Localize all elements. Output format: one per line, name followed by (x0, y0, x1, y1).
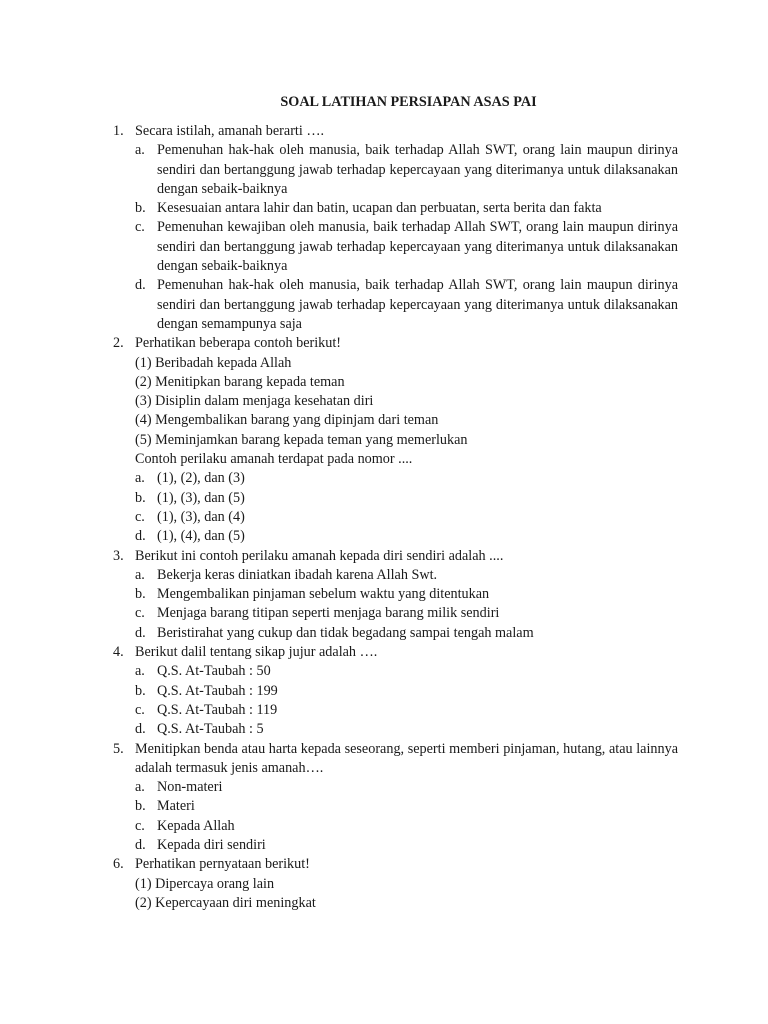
statement-item: (2) Kepercayaan diri meningkat (135, 894, 316, 911)
answer-option (135, 527, 678, 546)
option-letter: b. (135, 489, 146, 506)
question-item (113, 334, 678, 546)
answer-option (135, 276, 678, 334)
option-text: Kesesuaian antara lahir dan batin, ucapan dan perbuatan, serta berita dan fakta (157, 200, 602, 217)
option-letter: d. (135, 721, 146, 738)
option-text: Non-materi (157, 779, 223, 796)
answer-option (135, 585, 678, 604)
answer-option (135, 141, 678, 199)
option-letter: c. (135, 701, 145, 718)
option-text: (1), (4), dan (5) (157, 528, 245, 545)
question-number: 1. (113, 123, 124, 139)
question-body (135, 740, 678, 856)
option-letter: c. (135, 219, 145, 236)
question-item (113, 855, 678, 913)
question-number: 4. (113, 644, 124, 661)
answer-option (135, 508, 678, 527)
option-letter: c. (135, 508, 145, 525)
question-item (113, 547, 678, 643)
statement-item: (4) Mengembalikan barang yang dipinjam dari teman (135, 412, 439, 429)
option-letter: d. (135, 277, 146, 294)
option-letter: a. (135, 142, 145, 159)
answer-option (135, 701, 678, 720)
option-text: Bekerja keras diniatkan ibadah karena Allah Swt. (157, 566, 438, 583)
answer-option (135, 662, 678, 681)
question-body (135, 855, 678, 913)
option-text: (1), (3), dan (5) (157, 489, 245, 506)
option-text: Materi (157, 798, 195, 815)
question-body (135, 122, 678, 334)
option-letter: d. (135, 528, 146, 545)
question-list (113, 122, 678, 913)
question-body (135, 547, 678, 643)
answer-option (135, 778, 678, 797)
answer-option (135, 566, 678, 585)
option-letter: a. (135, 566, 145, 583)
option-text: Pemenuhan kewajiban oleh manusia, baik terhadap Allah SWT, orang lain maupun dirinya sendiri dan bertanggung jawab terhadap kepercayaan yang diterimanya untuk dilaksanakan dengan sebaik-baiknya (157, 219, 678, 275)
question-item (113, 740, 678, 856)
answer-option (135, 817, 678, 836)
question-number: 5. (113, 740, 124, 757)
statement-item: (1) Beribadah kepada Allah (135, 354, 292, 371)
option-text: Pemenuhan hak-hak oleh manusia, baik terhadap Allah SWT, orang lain maupun dirinya sendiri dan bertanggung jawab terhadap kepercayaan yang diterimanya untuk dilaksanakan dengan semampunya saja (157, 277, 678, 332)
option-letter: b. (135, 682, 146, 699)
answer-option (135, 604, 678, 623)
question-body (135, 334, 678, 546)
option-letter: a. (135, 663, 145, 680)
option-text: Q.S. At-Taubah : 119 (157, 701, 278, 718)
option-letter: a. (135, 779, 145, 796)
answer-option (135, 489, 678, 508)
question-text: Berikut ini contoh perilaku amanah kepada diri sendiri adalah .... (135, 547, 504, 564)
option-letter: b. (135, 798, 146, 815)
question-number: 2. (113, 335, 124, 352)
statement-item: (3) Disiplin dalam menjaga kesehatan diri (135, 393, 374, 410)
answer-option (135, 797, 678, 816)
question-text: Perhatikan beberapa contoh berikut! (135, 335, 342, 352)
answer-option (135, 720, 678, 739)
answer-option (135, 836, 678, 855)
answer-option (135, 682, 678, 701)
option-text: Mengembalikan pinjaman sebelum waktu yang ditentukan (157, 586, 490, 603)
option-letter: d. (135, 836, 146, 853)
question-prompt: Contoh perilaku amanah terdapat pada nomor .... (135, 451, 413, 468)
option-text: (1), (2), dan (3) (157, 470, 245, 487)
question-text: Berikut dalil tentang sikap jujur adalah …. (135, 644, 378, 661)
page-title: SOAL LATIHAN PERSIAPAN ASAS PAI (280, 94, 537, 110)
option-text: Kepada Allah (157, 817, 235, 834)
question-number: 6. (113, 856, 124, 873)
question-text: Secara istilah, amanah berarti …. (135, 123, 325, 139)
statement-item: (2) Menitipkan barang kepada teman (135, 373, 345, 390)
option-text: Q.S. At-Taubah : 199 (157, 682, 278, 699)
option-text: Q.S. At-Taubah : 50 (157, 663, 271, 680)
question-text: Perhatikan pernyataan berikut! (135, 856, 310, 873)
answer-option (135, 199, 678, 218)
answer-option (135, 218, 678, 276)
option-letter: c. (135, 817, 145, 834)
option-text: (1), (3), dan (4) (157, 508, 245, 525)
question-body (135, 643, 678, 739)
question-item (113, 643, 678, 739)
answer-option (135, 469, 678, 488)
option-text: Pemenuhan hak-hak oleh manusia, baik terhadap Allah SWT, orang lain maupun dirinya sendiri dan bertanggung jawab terhadap kepercayaan yang diterimanya untuk dilaksanakan dengan sebaik-baiknya (157, 142, 678, 197)
question-number: 3. (113, 547, 124, 564)
option-text: Beristirahat yang cukup dan tidak begadang sampai tengah malam (157, 624, 534, 641)
option-letter: a. (135, 470, 145, 487)
option-letter: c. (135, 605, 145, 622)
question-text: Menitipkan benda atau harta kepada seseorang, seperti memberi pinjaman, hutang, atau lainnya adalah termasuk jenis amanah…. (135, 740, 678, 776)
statement-item: (1) Dipercaya orang lain (135, 875, 275, 892)
option-text: Kepada diri sendiri (157, 836, 266, 853)
option-letter: b. (135, 200, 146, 217)
statement-item: (5) Meminjamkan barang kepada teman yang memerlukan (135, 431, 468, 448)
option-letter: b. (135, 586, 146, 603)
option-text: Menjaga barang titipan seperti menjaga barang milik sendiri (157, 605, 500, 622)
question-item (113, 122, 678, 334)
option-letter: d. (135, 624, 146, 641)
answer-option (135, 624, 678, 643)
option-text: Q.S. At-Taubah : 5 (157, 721, 264, 738)
